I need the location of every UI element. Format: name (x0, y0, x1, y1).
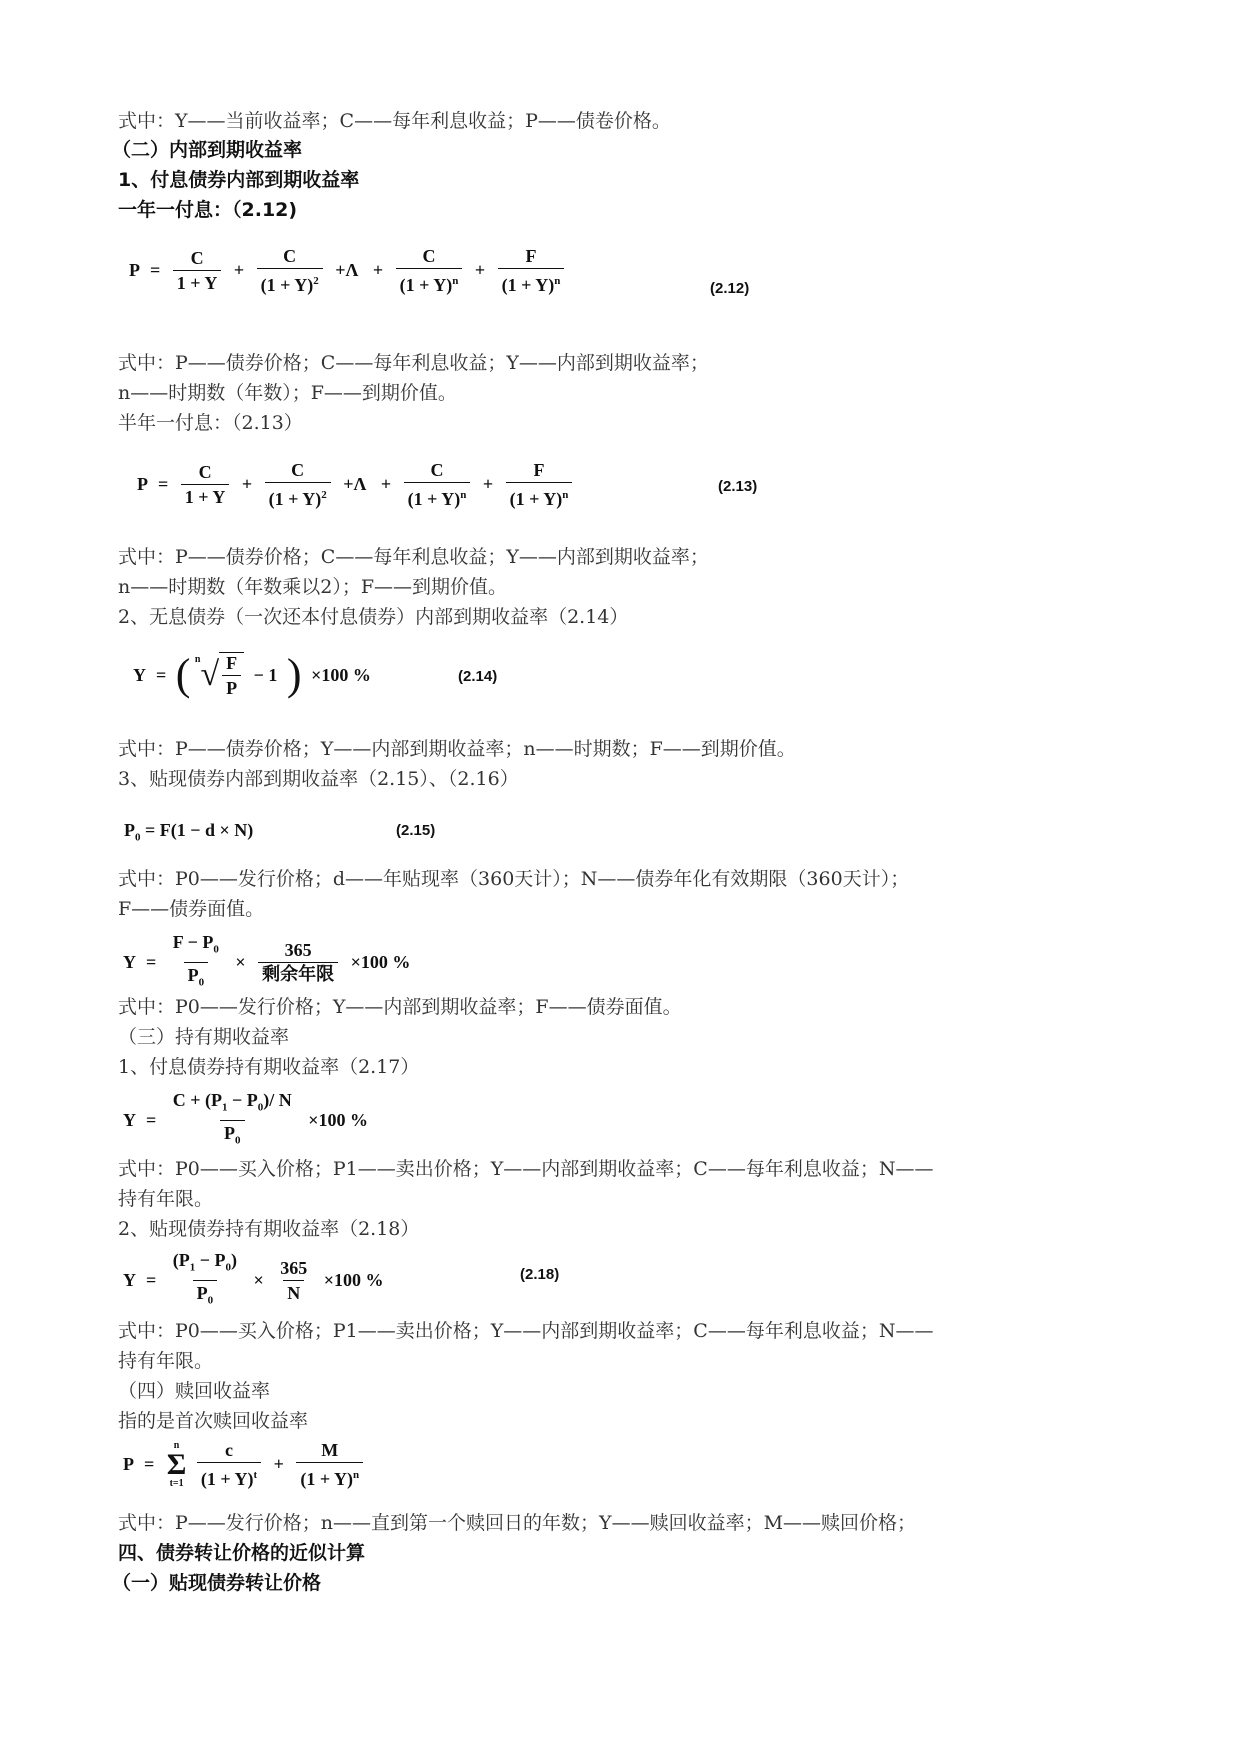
formula-2-13: P = $\frac{C}{1 + Y}$ + $\frac{C}{(1 + Y)^2}$ +Λ + $\frac{C}{(1 + Y)^n}$ + $\frac{F}{(1 + Y)^n}$ (132, 460, 575, 509)
formula-2-12: P = $\frac{C}{1 + Y}$ + $\frac{C}{(1 + Y)^2}$ +Λ + $\frac{C}{(1 + Y)^n}$ + $\frac{F}{(1 + Y)^n}$ (124, 246, 567, 295)
formula-2-18: Y = $\frac{(P_1 - P_0)}{P_0}$ × $\frac{365}{N}$ ×100 % (118, 1250, 389, 1310)
formula-2-17: Y = $\frac{C + (P_1 - P_0)/ N}{P_0}$ ×100 % (118, 1090, 373, 1150)
text-line: 式中：P0——买入价格；P1——卖出价格；Y——内部到期收益率；C——每年利息收益；N—— (118, 1320, 934, 1342)
formula-call-yield: P = n Σ t=1 $\frac{c}{(1 + Y)^t}$ + $\frac{M}{(1 + Y)^n}$ (118, 1440, 366, 1489)
text-line: 式中：P0——买入价格；P1——卖出价格；Y——内部到期收益率；C——每年利息收益；N—— (118, 1158, 934, 1180)
text-line: 持有年限。 (118, 1350, 214, 1372)
text-line: n——时期数（年数）；F——到期价值。 (118, 382, 457, 404)
section-heading: 四、债券转让价格的近似计算 (118, 1542, 366, 1564)
text-line: 2、无息债券（一次还本付息债券）内部到期收益率（2.14） (118, 606, 629, 628)
text-line: n——时期数（年数乘以2）；F——到期价值。 (118, 576, 508, 598)
text-line: 式中：P0——发行价格；Y——内部到期收益率；F——债券面值。 (118, 996, 682, 1018)
text-line: （四）赎回收益率 (118, 1380, 271, 1402)
text-line: （三）持有期收益率 (118, 1026, 290, 1048)
equation-number: (2.15) (396, 822, 436, 839)
text-line: 3、贴现债券内部到期收益率（2.15）、（2.16） (118, 768, 519, 790)
text-line: 式中：P——发行价格；n——直到第一个赎回日的年数；Y——赎回收益率；M——赎回价格； (118, 1512, 917, 1534)
equation-number: (2.13) (718, 478, 758, 495)
formula-2-15: $P_0 = F(1 - d \times N)$ (124, 820, 254, 844)
subsection-heading: 1、付息债券内部到期收益率 (118, 169, 360, 191)
section-heading: （二）内部到期收益率 (112, 139, 303, 161)
text-line: 式中：P——债券价格；Y——内部到期收益率；n——时期数；F——到期价值。 (118, 738, 796, 760)
text-line: 式中：P0——发行价格；d——年贴现率（360天计）；N——债券年化有效期限（360天计）； (118, 868, 910, 890)
formula-2-16: Y = $\frac{F - P_0}{P_0}$ × $\frac{365}{\text{剩余年限}}$ ×100 % (118, 932, 415, 992)
subsection-heading: 一年一付息：（2.12) (118, 199, 298, 221)
formula-2-14: Y = ( n √ $\frac{F}{P}$ − 1 ) ×100 % (133, 650, 371, 699)
subsection-heading: （一）贴现债券转让价格 (112, 1572, 322, 1594)
equation-number: (2.12) (710, 280, 750, 297)
text-line: 式中：P——债券价格；C——每年利息收益；Y——内部到期收益率； (118, 352, 709, 374)
equation-number: (2.18) (520, 1266, 560, 1283)
text-line: 1、付息债券持有期收益率（2.17） (118, 1056, 420, 1078)
text-line: 式中：Y——当前收益率；C——每年利息收益；P——债卷价格。 (118, 110, 671, 132)
text-line: 指的是首次赎回收益率 (118, 1410, 309, 1432)
text-line: 持有年限。 (118, 1188, 214, 1210)
equation-number: (2.14) (458, 668, 498, 685)
text-line: 半年一付息：（2.13） (118, 412, 303, 434)
text-line: F——债券面值。 (118, 898, 265, 920)
text-line: 式中：P——债券价格；C——每年利息收益；Y——内部到期收益率； (118, 546, 709, 568)
text-line: 2、贴现债券持有期收益率（2.18） (118, 1218, 420, 1240)
